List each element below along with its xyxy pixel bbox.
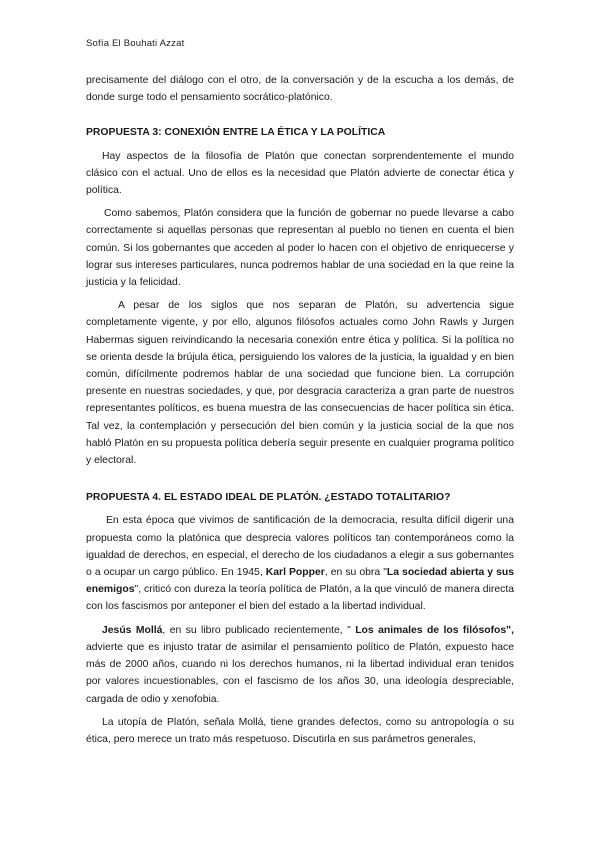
- section-4-heading: PROPUESTA 4. EL ESTADO IDEAL DE PLATÓN. ¿ESTADO TOTALITARIO?: [86, 492, 451, 504]
- intro-paragraph: precisamente del diálogo con el otro, de la conversación y de la escucha a los demás, de donde surge todo el pensamiento socrático-platónico.: [86, 75, 514, 104]
- section-4-p2-text-a: , en su libro publicado recientemente, ": [162, 624, 356, 636]
- jesus-molla-name: Jesús Mollá: [102, 624, 163, 636]
- section-4-p2-text-b: advierte que es injusto tratar de asimilar el pensamiento político de Platón, expuesto hace más de 2000 años, cuando ni los derechos humanos, ni la libertad individual eran tenidos por valores incuestionables, con el fascismo de los años 30, una ideología despreciable, cargada de odio y xenofobia.: [86, 641, 514, 705]
- section-4-paragraph-2: [86, 622, 514, 708]
- page-header-author: Sofía El Bouhati Azzat: [86, 38, 185, 49]
- karl-popper-name: Karl Popper: [265, 567, 325, 579]
- section-4-p1-text-b: , en su obra ": [324, 567, 387, 579]
- document-body: [86, 72, 514, 754]
- section-3-heading: PROPUESTA 3: CONEXIÓN ENTRE LA ÉTICA Y LA POLÍTICA: [86, 127, 386, 139]
- section-3-paragraph-1: Hay aspectos de la filosofía de Platón que conectan sorprendentemente el mundo clásico con el actual. Uno de ellos es la necesidad que Platón advierte de conectar ética y política.: [86, 150, 514, 197]
- section-4-p1-text-a: En esta época que vivimos de santificación de la democracia, resulta difícil digerir una propuesta como la platónica que desprecia valores políticos tan contemporáneos como la igualdad de derechos, en especial, el derecho de los ciudadanos a elegir a sus gobernantes o a ocupar un cargo público. En 1945,: [86, 515, 514, 579]
- molla-book-title: Los animales de los filósofos",: [355, 624, 514, 636]
- popper-work-title: La sociedad abierta y sus enemigos: [86, 567, 514, 596]
- section-4-paragraph-1: [86, 512, 514, 615]
- section-3-paragraph-3: A pesar de los siglos que nos separan de Platón, su advertencia sigue completamente vigente, y por ello, algunos filósofos actuales como John Rawls y Jurgen Habermas siguen reivindicando la necesaria conexión entre ética y política. Si la política no se orienta desde la brújula ética, persiguiendo los valores de la justicia, la igualdad y en bien común, difícilmente podremos hablar de una sociedad que funcione bien. La corrupción presente en nuestras sociedades, y que, por desgracia caracteriza a gran parte de nuestros representantes políticos, es buena muestra de las consecuencias de hacer política sin ética. Tal vez, la contemplación y persecución del bien común y la justicia social de la que nos habló Platón en su propuesta política debería seguir presente en cualquier programa político y electoral.: [86, 300, 514, 467]
- section-4-p1-text-c: ", criticó con dureza la teoría política de Platón, a la que vinculó de manera directa con los fascismos por anteponer el bien del estado a la libertad individual.: [86, 584, 514, 613]
- section-3-paragraph-2: Como sabemos, Platón considera que la función de gobernar no puede llevarse a cabo correctamente si aquellas personas que representan al pueblo no tienen en cuenta el bien común. Si los gobernantes que acceden al poder lo hacen con el objetivo de enriquecerse y lograr sus intereses particulares, nunca podremos hablar de una sociedad en la que reine la justicia y la felicidad.: [86, 208, 514, 289]
- section-4-paragraph-3: La utopía de Platón, señala Mollá, tiene grandes defectos, como su antropología o su ética, pero merece un trato más respetuoso. Discutirla en sus parámetros generales,: [86, 716, 514, 745]
